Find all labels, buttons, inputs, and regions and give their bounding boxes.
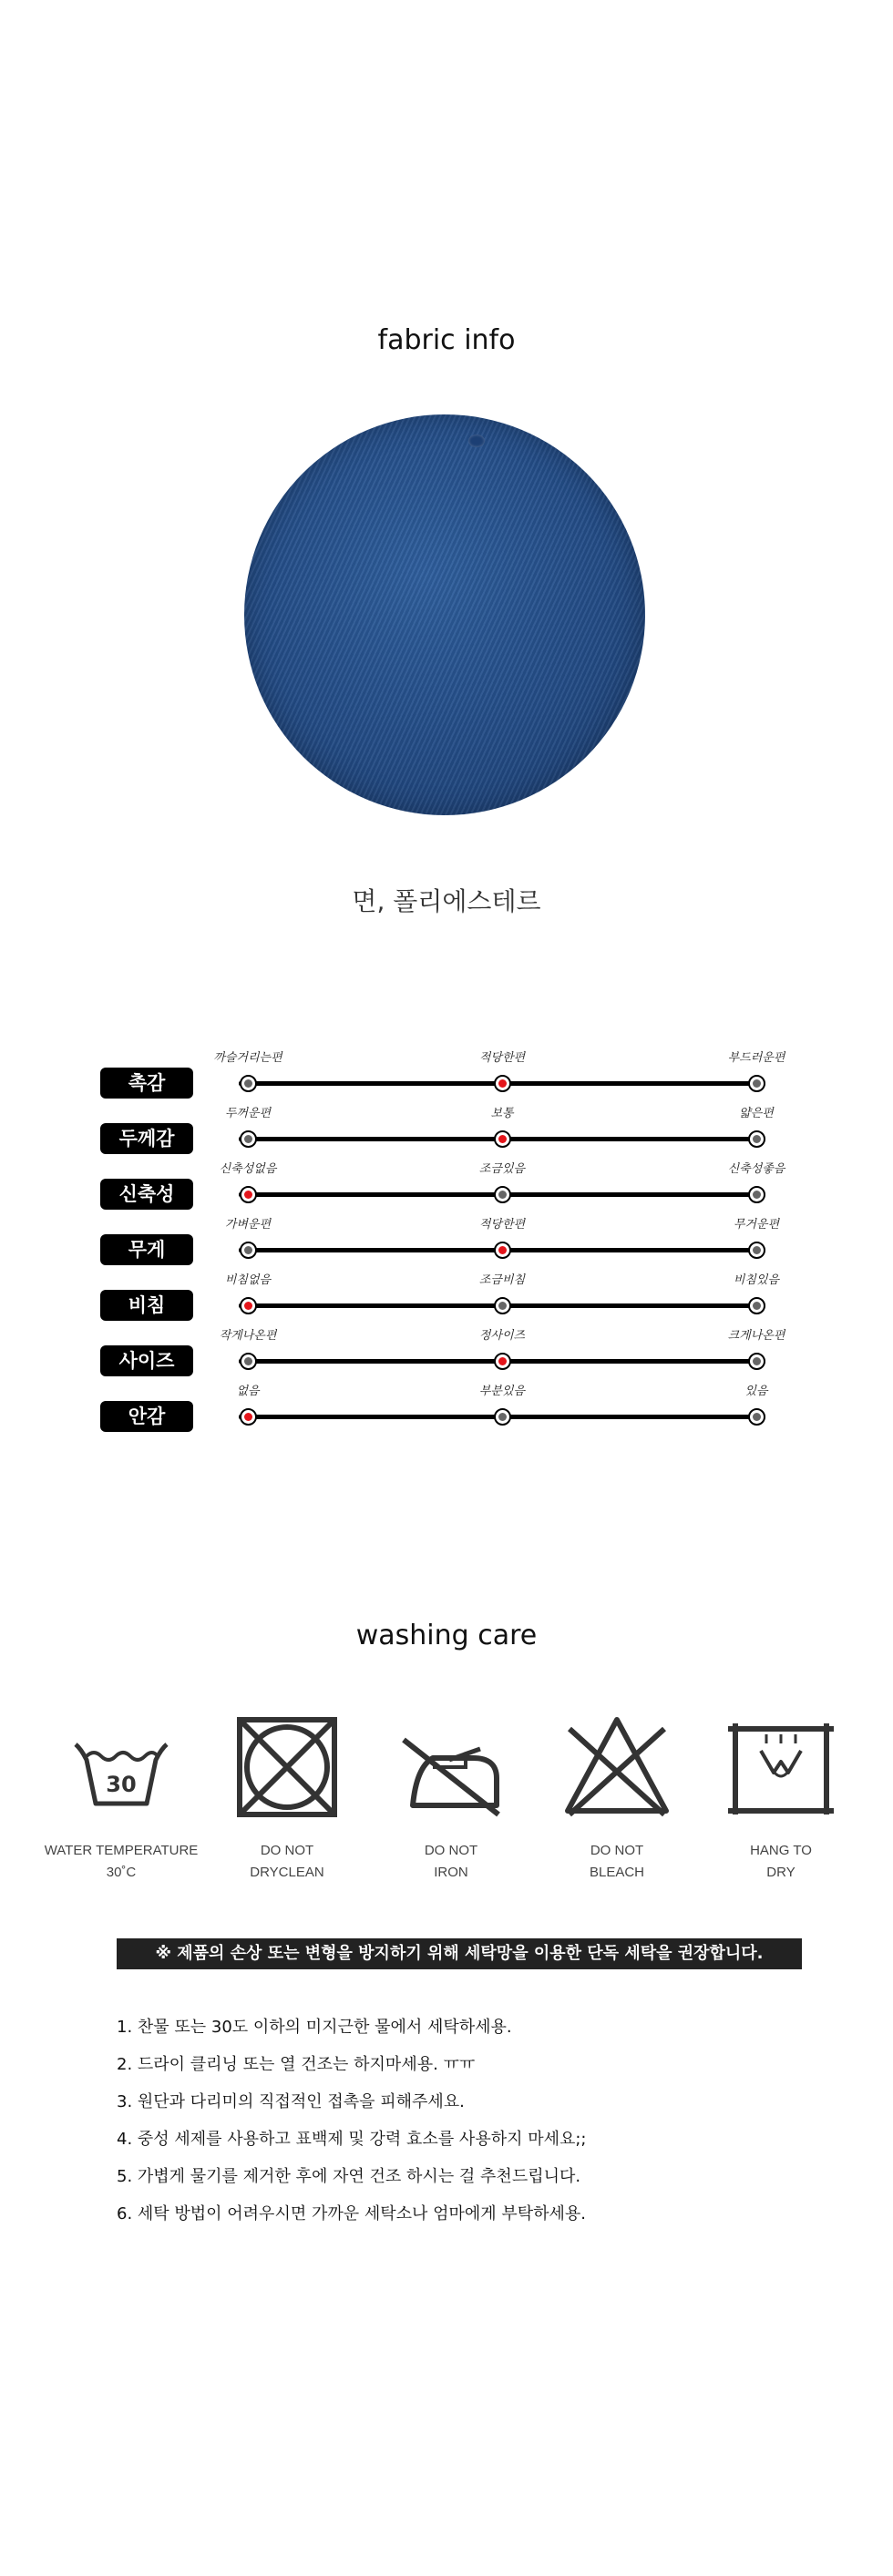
care-item-dryclean xyxy=(205,1712,369,1895)
care-caption-line2: 30˚C xyxy=(106,1865,137,1880)
property-option-label: 신축성없음 xyxy=(219,1162,277,1176)
care-caption xyxy=(39,1840,203,1884)
care-item-wash xyxy=(39,1712,203,1895)
property-row xyxy=(100,1270,802,1324)
property-option-label: 보통 xyxy=(490,1107,514,1120)
property-option-label: 얇은편 xyxy=(739,1107,774,1120)
property-dot-selected xyxy=(494,1075,511,1092)
washing-care-title: washing care xyxy=(355,1620,538,1651)
property-option-label: 까슬거리는편 xyxy=(213,1051,282,1065)
care-item-bleach xyxy=(535,1712,699,1895)
property-label: 신축성 xyxy=(100,1179,193,1210)
fabric-material: 면, 폴리에스테르 xyxy=(352,886,541,916)
property-label: 안감 xyxy=(100,1401,193,1432)
property-option-label: 비침없음 xyxy=(224,1273,272,1287)
list-item: 1. 찬물 또는 30도 이하의 미지근한 물에서 세탁하세용. xyxy=(117,2018,512,2037)
property-dot-selected xyxy=(494,1353,511,1370)
property-dot xyxy=(494,1408,511,1426)
property-dot xyxy=(494,1186,511,1203)
property-dot xyxy=(748,1242,765,1259)
property-option-label: 무거운편 xyxy=(733,1218,780,1232)
svg-text:30: 30 xyxy=(106,1772,137,1797)
property-row xyxy=(100,1048,802,1102)
property-dot xyxy=(748,1408,765,1426)
care-caption-line1: WATER TEMPERATURE xyxy=(44,1843,199,1858)
property-dot xyxy=(748,1186,765,1203)
fabric-info-title: fabric info xyxy=(377,324,516,356)
property-row xyxy=(100,1214,802,1269)
no-bleach-icon xyxy=(562,1712,672,1822)
property-row xyxy=(100,1381,802,1436)
property-dot xyxy=(494,1297,511,1314)
list-item: 3. 원단과 다리미의 직접적인 접촉을 피해주세요. xyxy=(117,2092,465,2111)
washing-steps-list xyxy=(117,2009,809,2233)
care-caption xyxy=(699,1840,863,1884)
property-option-label: 적당한편 xyxy=(478,1051,526,1065)
care-item-hang-dry xyxy=(699,1712,863,1895)
property-option-label: 신축성좋음 xyxy=(727,1162,785,1176)
care-caption xyxy=(535,1840,699,1884)
property-dot xyxy=(748,1130,765,1148)
property-dot xyxy=(748,1297,765,1314)
no-iron-icon xyxy=(396,1712,506,1822)
care-item-iron xyxy=(369,1712,533,1895)
property-dot-selected xyxy=(494,1242,511,1259)
list-item: 6. 세탁 방법이 어려우시면 가까운 세탁소나 엄마에게 부탁하세용. xyxy=(117,2204,587,2223)
property-option-label: 있음 xyxy=(744,1385,768,1398)
property-label: 두께감 xyxy=(100,1123,193,1154)
property-row xyxy=(100,1325,802,1380)
property-row xyxy=(100,1159,802,1213)
property-option-label: 비침있음 xyxy=(733,1273,780,1287)
list-item: 2. 드라이 클리닝 또는 열 건조는 하지마세용. ㅠㅠ xyxy=(117,2055,476,2074)
property-option-label: 부드러운편 xyxy=(727,1051,785,1065)
property-dot xyxy=(748,1075,765,1092)
property-dot xyxy=(748,1353,765,1370)
property-option-label: 없음 xyxy=(236,1385,260,1398)
care-caption xyxy=(369,1840,533,1884)
care-caption xyxy=(205,1840,369,1884)
property-dot-selected xyxy=(240,1408,257,1426)
care-caption-line1: DO NOT xyxy=(260,1843,314,1858)
care-caption-line1: DO NOT xyxy=(424,1843,478,1858)
care-caption-line2: DRYCLEAN xyxy=(250,1865,324,1880)
property-option-label: 정사이즈 xyxy=(478,1329,526,1343)
care-caption-line2: BLEACH xyxy=(589,1865,645,1880)
property-dot-selected xyxy=(240,1297,257,1314)
property-label: 사이즈 xyxy=(100,1345,193,1376)
hang-dry-icon xyxy=(726,1712,836,1822)
property-dot xyxy=(240,1242,257,1259)
property-dot-selected xyxy=(494,1130,511,1148)
property-option-label: 적당한편 xyxy=(478,1218,526,1232)
property-dot xyxy=(240,1353,257,1370)
fabric-swatch-image xyxy=(244,414,645,815)
wash-30-icon xyxy=(67,1712,176,1822)
care-caption-line1: HANG TO xyxy=(750,1843,812,1858)
property-option-label: 조금비침 xyxy=(478,1273,526,1287)
property-dot xyxy=(240,1075,257,1092)
care-caption-line2: DRY xyxy=(766,1865,795,1880)
property-option-label: 작게나온편 xyxy=(219,1329,277,1343)
washing-notice-banner: ※ 제품의 손상 또는 변형을 방지하기 위해 세탁망을 이용한 단독 세탁을 권장합니다. xyxy=(117,1938,802,1969)
care-caption-line1: DO NOT xyxy=(590,1843,644,1858)
fabric-button-detail xyxy=(468,434,485,447)
list-item: 5. 가볍게 물기를 제거한 후에 자연 건조 하시는 걸 추천드립니다. xyxy=(117,2167,581,2186)
property-label: 무게 xyxy=(100,1234,193,1265)
property-dot xyxy=(240,1130,257,1148)
property-option-label: 두꺼운편 xyxy=(224,1107,272,1120)
property-option-label: 부분있음 xyxy=(478,1385,526,1398)
property-row xyxy=(100,1103,802,1158)
property-dot-selected xyxy=(240,1186,257,1203)
care-caption-line2: IRON xyxy=(434,1865,468,1880)
list-item: 4. 중성 세제를 사용하고 표백제 및 강력 효소를 사용하지 마세요;; xyxy=(117,2130,587,2149)
property-option-label: 조금있음 xyxy=(478,1162,526,1176)
no-dryclean-icon xyxy=(232,1712,342,1822)
property-label: 촉감 xyxy=(100,1068,193,1099)
property-label: 비침 xyxy=(100,1290,193,1321)
property-option-label: 크게나온편 xyxy=(727,1329,785,1343)
property-option-label: 가벼운편 xyxy=(224,1218,272,1232)
